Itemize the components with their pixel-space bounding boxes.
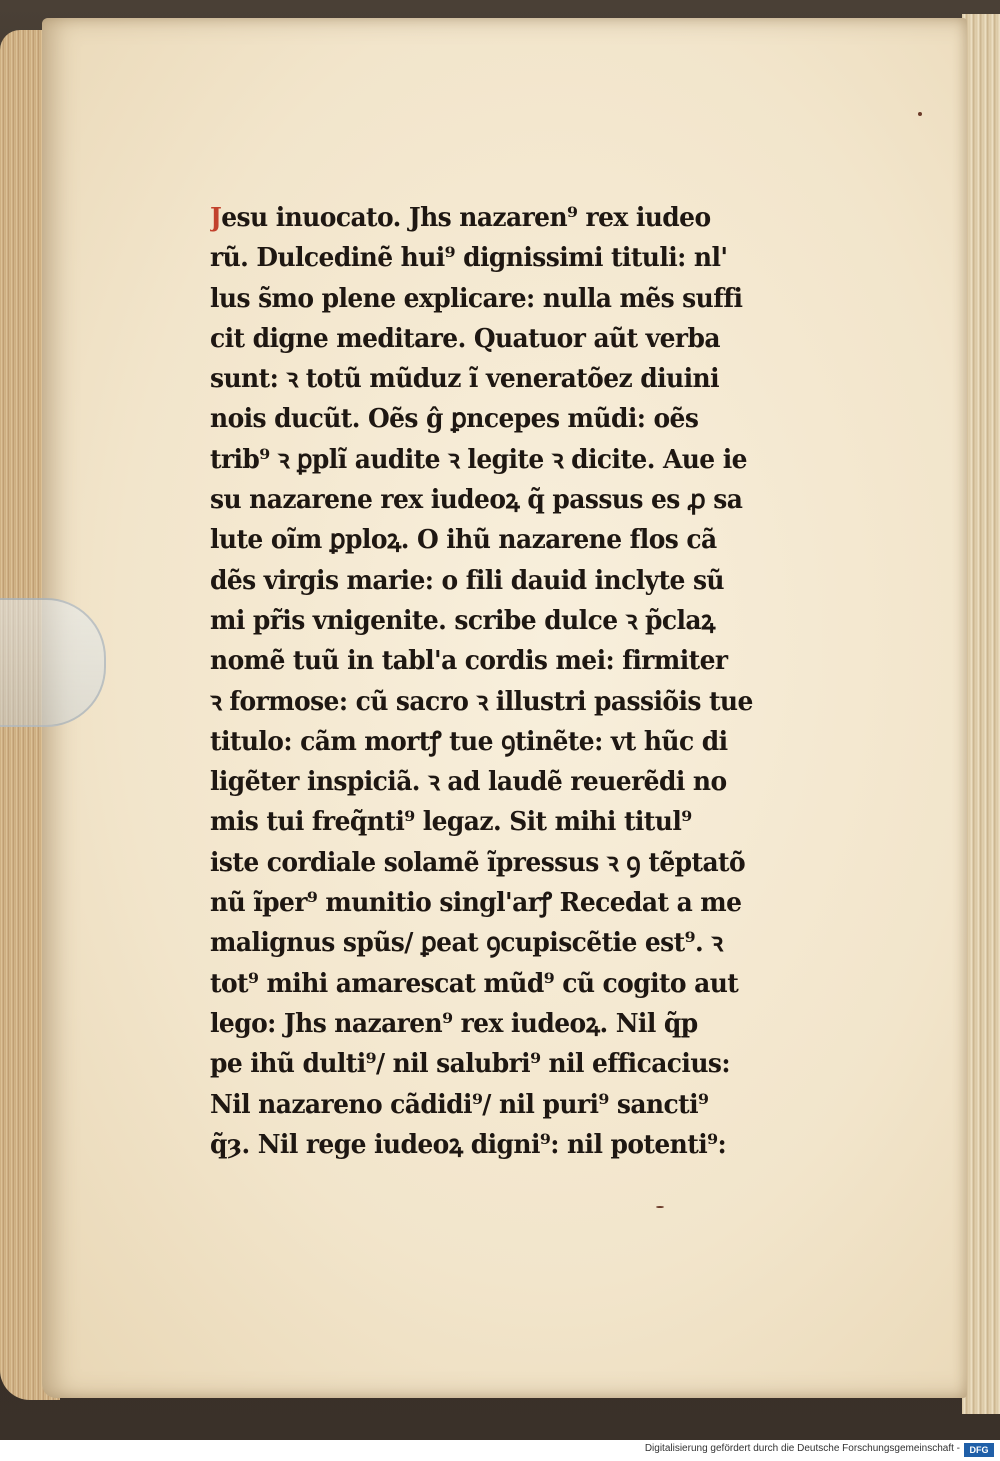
text-line: trib⁹ ꝛ ꝑplĩ audite ꝛ legite ꝛ dicite. Aue ie xyxy=(210,444,747,475)
dfg-logo[interactable]: DFG xyxy=(964,1443,994,1457)
text-line: pe ihũ dulti⁹/ nil salubri⁹ nil efficacius: xyxy=(210,1049,731,1080)
text-line: lute oĩm ꝑploꝝ. O ihũ nazarene flos cã xyxy=(210,525,717,556)
footer-bar xyxy=(0,1440,1000,1461)
text-line: su nazarene rex iudeoꝝ q̃ passus es ꝓ sa xyxy=(210,485,743,516)
text-line: lego: Jhs nazaren⁹ rex iudeoꝝ. Nil q̃p xyxy=(210,1008,698,1039)
text-line: nomẽ tuũ in tabl'a cordis mei: firmiter xyxy=(210,646,728,677)
text-line: mi pr̃is vnigenite. scribe dulce ꝛ p̃claꝝ xyxy=(210,605,715,636)
text-line: iste cordiale solamẽ ĩpressus ꝛ ꝯ tẽptatõ xyxy=(210,847,746,878)
rubric-initial: J xyxy=(210,203,222,233)
text-line: lus s̃mo plene explicare: nulla mẽs suffi xyxy=(210,283,743,314)
incunable-text-block xyxy=(210,198,830,1165)
text-line: tot⁹ mihi amarescat mũd⁹ cũ cogito aut xyxy=(210,968,739,999)
text-line: Nil nazareno cãdidi⁹/ nil puri⁹ sancti⁹ xyxy=(210,1089,709,1120)
text-line: mis tui freq̃nti⁹ legaz. Sit mihi titul⁹ xyxy=(210,807,692,838)
text-line: nois ducũt. Oẽs ĝ ꝑncepes mũdi: oẽs xyxy=(210,404,699,435)
page-clip xyxy=(0,598,106,727)
text-line: q̃ȝ. Nil rege iudeoꝝ digni⁹: nil potenti⁹: xyxy=(210,1129,727,1160)
text-line: rũ. Dulcedinẽ hui⁹ dignissimi tituli: nl' xyxy=(210,243,728,274)
text-line: titulo: cãm mortꝭ tue ꝯtinẽte: vt hũc di xyxy=(210,726,728,757)
text-line: ligẽter inspiciã. ꝛ ad laudẽ reuerẽdi no xyxy=(210,767,727,798)
text-line: ꝛ formose: cũ sacro ꝛ illustri passiõis tue xyxy=(210,686,753,717)
page-speck xyxy=(918,112,922,116)
text-line: nũ ĩper⁹ munitio singl'arꝭ Recedat a me xyxy=(210,888,742,919)
page-edges-right xyxy=(962,14,1000,1414)
text-line: Jesu inuocato. Jhs nazaren⁹ rex iudeo xyxy=(210,203,711,233)
page-speck xyxy=(656,1206,664,1208)
text-line: cit digne meditare. Quatuor aũt verba xyxy=(210,323,720,354)
footer-credit: Digitalisierung gefördert durch die Deutsche Forschungsgemeinschaft - xyxy=(644,1443,960,1454)
text-line: sunt: ꝛ totũ mũduz ĩ veneratõez diuini xyxy=(210,364,720,395)
text-line: malignus spũs/ ꝑeat ꝯcupiscẽtie est⁹. ꝛ xyxy=(210,928,723,959)
text-line: dẽs virgis marie: o fili dauid inclyte sũ xyxy=(210,565,724,596)
